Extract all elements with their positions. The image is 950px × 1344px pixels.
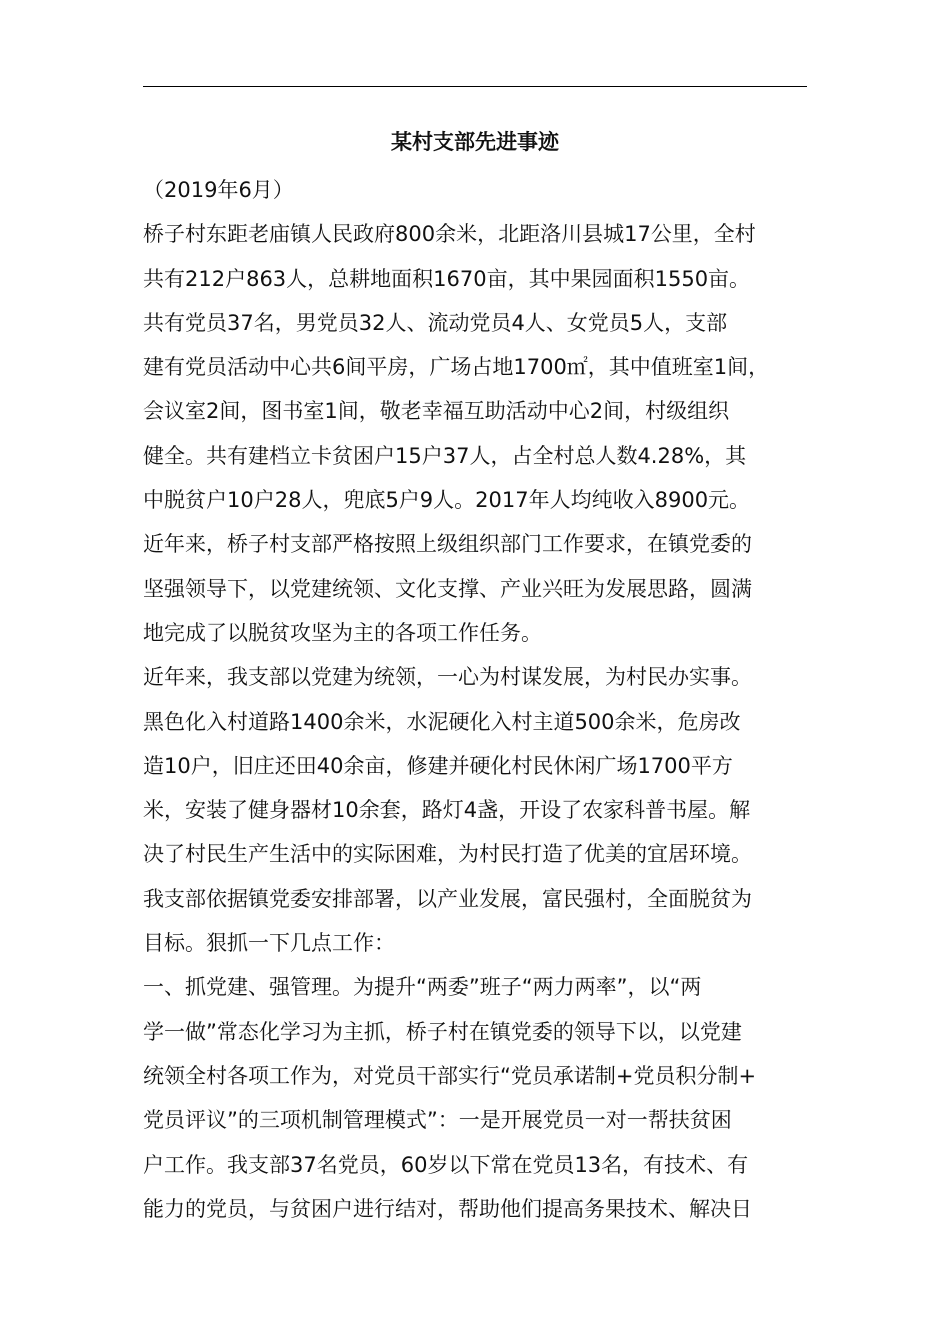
- paragraph-goals: [143, 877, 823, 966]
- text-line: 中脱贫户10户28人，兜底5户9人。2017年人均纯收入8900元。: [143, 488, 751, 513]
- text-line: 统领全村各项工作为，对党员干部实行“党员承诺制+党员积分制+: [143, 1063, 757, 1088]
- text-line: 坚强领导下，以党建统领、文化支撑、产业兴旺为发展思路，圆满: [143, 576, 752, 601]
- document-body: [143, 168, 823, 1231]
- text-line: 桥子村东距老庙镇人民政府800余米，北距洛川县城17公里，全村: [143, 222, 756, 247]
- text-line: 会议室2间，图书室1间，敬老幸福互助活动中心2间，村级组织: [143, 399, 730, 424]
- paragraph-party-building: [143, 965, 823, 1231]
- date-line: [143, 168, 823, 212]
- text-line: 我支部依据镇党委安排部署，以产业发展，富民强村，全面脱贫为: [143, 886, 752, 911]
- text-line: 学一做”常态化学习为主抓，桥子村在镇党委的领导下以，以党建: [143, 1019, 742, 1044]
- paragraph-infrastructure: [143, 655, 823, 876]
- text-line: 黑色化入村道路1400余米，水泥硬化入村主道500余米，危房改: [143, 709, 741, 734]
- text-line: 近年来，桥子村支部严格按照上级组织部门工作要求，在镇党委的: [143, 532, 752, 557]
- header-rule: [143, 86, 807, 87]
- text-line: 米，安装了健身器材10余套，路灯4盏，开设了农家科普书屋。解: [143, 798, 751, 823]
- paragraph-intro: [143, 212, 823, 655]
- text-line: 户工作。我支部37名党员，60岁以下常在党员13名，有技术、有: [143, 1152, 749, 1177]
- text-line: 建有党员活动中心共6间平房，广场占地1700㎡，其中值班室1间，: [143, 355, 770, 380]
- text-line: 一、抓党建、强管理。为提升“两委”班子“两力两率”，以“两: [143, 975, 702, 1000]
- text-line: 健全。共有建档立卡贫困户15户37人，占全村总人数4.28%，其: [143, 443, 747, 468]
- text-line: 能力的党员，与贫困户进行结对，帮助他们提高务果技术、解决日: [143, 1196, 752, 1221]
- text-line: 目标。狠抓一下几点工作：: [143, 931, 395, 956]
- text-line: 共有党员37名，男党员32人、流动党员4人、女党员5人，支部: [143, 310, 728, 335]
- text-line: 共有212户863人，总耕地面积1670亩，其中果园面积1550亩。: [143, 266, 751, 291]
- text-line: 造10户，旧庄还田40余亩，修建并硬化村民休闲广场1700平方: [143, 753, 733, 778]
- text-line: 地完成了以脱贫攻坚为主的各项工作任务。: [143, 620, 542, 645]
- text-line: 近年来，我支部以党建为统领，一心为村谋发展，为村民办实事。: [143, 665, 752, 690]
- text-line: 决了村民生产生活中的实际困难，为村民打造了优美的宜居环境。: [143, 842, 752, 867]
- page-title: 某村支部先进事迹: [391, 130, 559, 154]
- text-line: 党员评议”的三项机制管理模式”：一是开展党员一对一帮扶贫困: [143, 1108, 732, 1133]
- date-text: （2019年6月）: [143, 178, 294, 202]
